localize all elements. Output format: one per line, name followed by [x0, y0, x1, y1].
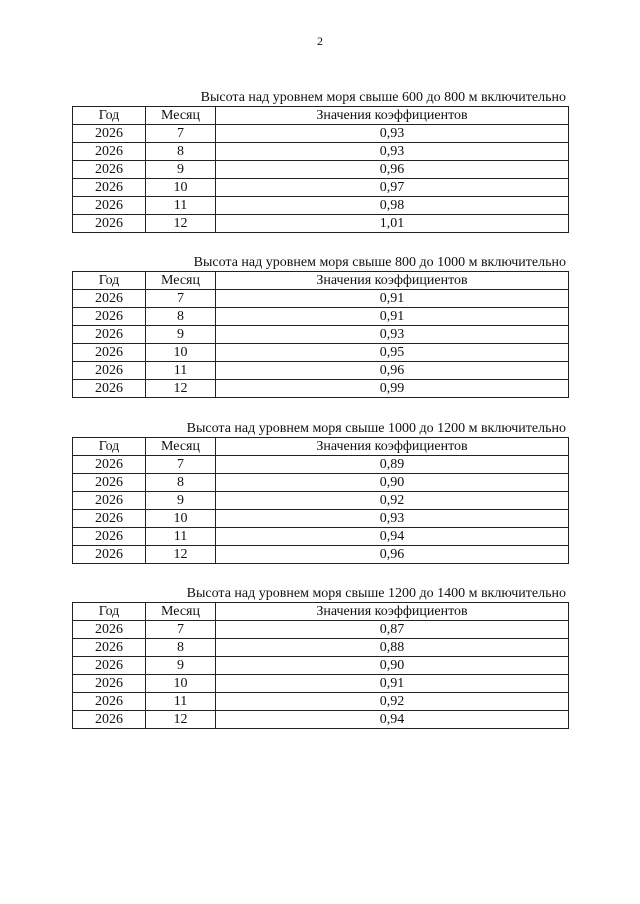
header-month: Месяц [146, 272, 216, 290]
cell-month: 12 [146, 546, 216, 564]
cell-month: 9 [146, 326, 216, 344]
table-header-row [73, 603, 569, 621]
cell-month: 10 [146, 179, 216, 197]
cell-value: 0,90 [216, 657, 569, 675]
header-year: Год [73, 107, 146, 125]
cell-month: 11 [146, 362, 216, 380]
cell-value: 0,95 [216, 344, 569, 362]
table-row [73, 474, 569, 492]
cell-value: 0,94 [216, 528, 569, 546]
table-row [73, 639, 569, 657]
cell-month: 10 [146, 344, 216, 362]
cell-value: 0,93 [216, 143, 569, 161]
cell-year: 2026 [73, 621, 146, 639]
cell-year: 2026 [73, 197, 146, 215]
cell-month: 8 [146, 639, 216, 657]
table-row [73, 143, 569, 161]
cell-year: 2026 [73, 675, 146, 693]
cell-year: 2026 [73, 528, 146, 546]
header-value: Значения коэффициентов [216, 107, 569, 125]
cell-value: 0,93 [216, 510, 569, 528]
table-row [73, 693, 569, 711]
cell-value: 0,96 [216, 546, 569, 564]
cell-value: 0,92 [216, 492, 569, 510]
cell-month: 10 [146, 675, 216, 693]
cell-year: 2026 [73, 657, 146, 675]
cell-month: 10 [146, 510, 216, 528]
header-month: Месяц [146, 107, 216, 125]
cell-month: 7 [146, 290, 216, 308]
header-month: Месяц [146, 438, 216, 456]
header-value: Значения коэффициентов [216, 603, 569, 621]
header-year: Год [73, 438, 146, 456]
header-year: Год [73, 603, 146, 621]
table-header-row [73, 272, 569, 290]
cell-year: 2026 [73, 456, 146, 474]
cell-month: 11 [146, 197, 216, 215]
section-title: Высота над уровнем моря свыше 1200 до 1400 м включительно [186, 586, 566, 601]
cell-year: 2026 [73, 290, 146, 308]
header-value: Значения коэффициентов [216, 438, 569, 456]
table-row [73, 344, 569, 362]
header-year: Год [73, 272, 146, 290]
cell-month: 12 [146, 380, 216, 398]
header-value: Значения коэффициентов [216, 272, 569, 290]
cell-year: 2026 [73, 161, 146, 179]
cell-month: 11 [146, 528, 216, 546]
table-row [73, 492, 569, 510]
section-title: Высота над уровнем моря свыше 600 до 800 м включительно [200, 90, 566, 105]
table-row [73, 546, 569, 564]
cell-value: 0,90 [216, 474, 569, 492]
table-row [73, 657, 569, 675]
section-600-800 [72, 90, 568, 233]
cell-value: 0,97 [216, 179, 569, 197]
cell-year: 2026 [73, 546, 146, 564]
cell-value: 0,91 [216, 308, 569, 326]
cell-value: 0,92 [216, 693, 569, 711]
coefficients-table [72, 437, 569, 564]
table-row [73, 197, 569, 215]
cell-year: 2026 [73, 639, 146, 657]
cell-value: 0,96 [216, 161, 569, 179]
section-title: Высота над уровнем моря свыше 1000 до 1200 м включительно [186, 421, 566, 436]
cell-value: 0,93 [216, 125, 569, 143]
cell-year: 2026 [73, 344, 146, 362]
table-row [73, 179, 569, 197]
table-header-row [73, 438, 569, 456]
cell-value: 0,89 [216, 456, 569, 474]
cell-value: 0,87 [216, 621, 569, 639]
cell-month: 8 [146, 143, 216, 161]
table-row [73, 528, 569, 546]
section-title: Высота над уровнем моря свыше 800 до 1000 м включительно [193, 255, 566, 270]
page-number: 2 [317, 34, 323, 48]
cell-year: 2026 [73, 693, 146, 711]
cell-value: 0,99 [216, 380, 569, 398]
cell-value: 0,98 [216, 197, 569, 215]
cell-year: 2026 [73, 474, 146, 492]
table-row [73, 711, 569, 729]
cell-year: 2026 [73, 179, 146, 197]
coefficients-table [72, 602, 569, 729]
cell-value: 1,01 [216, 215, 569, 233]
cell-value: 0,94 [216, 711, 569, 729]
cell-month: 7 [146, 456, 216, 474]
cell-month: 7 [146, 125, 216, 143]
table-row [73, 362, 569, 380]
cell-month: 9 [146, 657, 216, 675]
section-1000-1200 [72, 421, 568, 564]
table-row [73, 326, 569, 344]
table-row [73, 510, 569, 528]
cell-year: 2026 [73, 308, 146, 326]
cell-value: 0,91 [216, 290, 569, 308]
table-row [73, 380, 569, 398]
section-800-1000 [72, 255, 568, 398]
cell-month: 9 [146, 161, 216, 179]
cell-year: 2026 [73, 326, 146, 344]
cell-month: 8 [146, 474, 216, 492]
table-header-row [73, 107, 569, 125]
cell-year: 2026 [73, 215, 146, 233]
cell-month: 12 [146, 215, 216, 233]
cell-value: 0,91 [216, 675, 569, 693]
cell-month: 11 [146, 693, 216, 711]
table-row [73, 125, 569, 143]
table-row [73, 621, 569, 639]
header-month: Месяц [146, 603, 216, 621]
cell-value: 0,93 [216, 326, 569, 344]
section-1200-1400 [72, 586, 568, 729]
table-row [73, 308, 569, 326]
coefficients-table [72, 271, 569, 398]
cell-month: 8 [146, 308, 216, 326]
cell-year: 2026 [73, 125, 146, 143]
cell-value: 0,88 [216, 639, 569, 657]
cell-month: 7 [146, 621, 216, 639]
coefficients-table [72, 106, 569, 233]
cell-year: 2026 [73, 492, 146, 510]
cell-year: 2026 [73, 380, 146, 398]
cell-month: 9 [146, 492, 216, 510]
table-row [73, 290, 569, 308]
table-row [73, 675, 569, 693]
cell-year: 2026 [73, 143, 146, 161]
cell-year: 2026 [73, 510, 146, 528]
cell-value: 0,96 [216, 362, 569, 380]
cell-year: 2026 [73, 362, 146, 380]
cell-year: 2026 [73, 711, 146, 729]
table-row [73, 456, 569, 474]
table-row [73, 161, 569, 179]
table-row [73, 215, 569, 233]
cell-month: 12 [146, 711, 216, 729]
